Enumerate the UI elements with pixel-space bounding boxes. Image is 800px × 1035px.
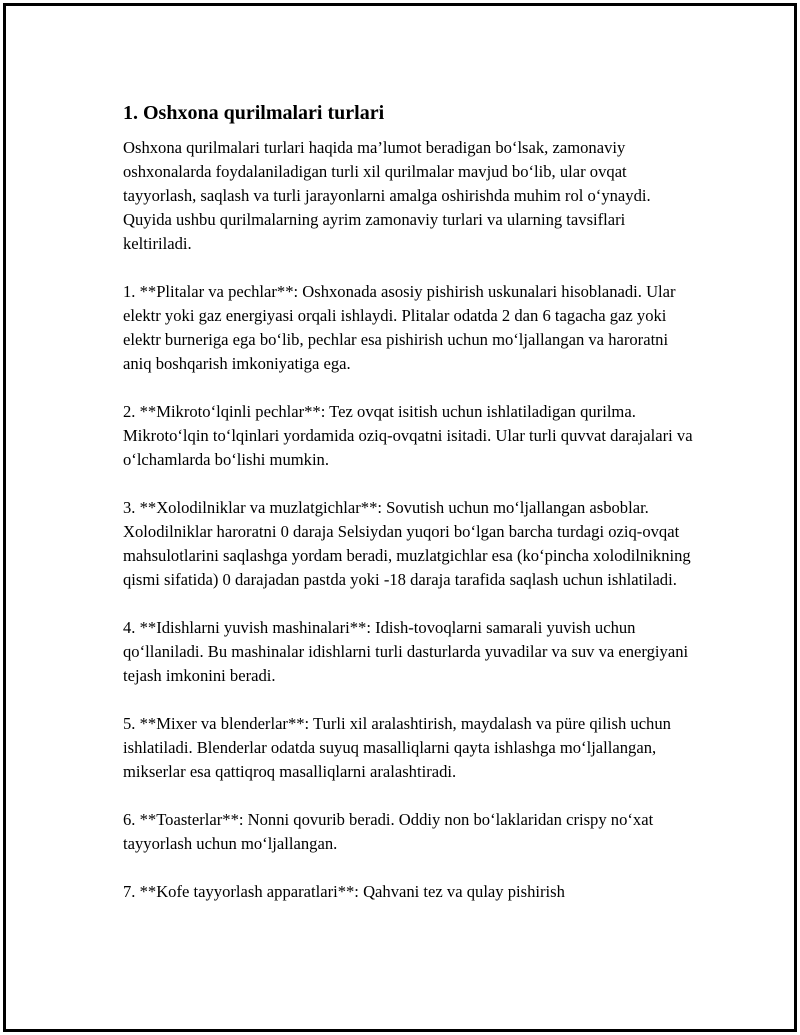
list-item-toasterlar: 6. **Toasterlar**: Nonni qovurib beradi. Oddiy non bo‘laklaridan crispy no‘xat tayyorlash uchun mo‘ljallangan.: [123, 810, 654, 853]
list-item-plitalar: 1. **Plitalar va pechlar**: Oshxonada asosiy pishirish uskunalari hisoblanadi. Ular elektr yoki gaz energiyasi orqali ishlaydi. Plitalar odatda 2 dan 6 tagacha gaz yoki elektr burneriga ega bo‘lib, pechlar esa pishirish uchun mo‘ljallangan va haroratni aniq boshqarish imkoniyatiga ega.: [123, 282, 676, 373]
section-heading: 1. Oshxona qurilmalari turlari: [123, 102, 385, 124]
list-item-idish-yuvish: 4. **Idishlarni yuvish mashinalari**: Idish-tovoqlarni samarali yuvish uchun qo‘llaniladi. Bu mashinalar idishlarni turli dasturlarda yuvadilar va suv va energiyani tejash imkonini beradi.: [123, 618, 689, 685]
page-frame: [3, 3, 797, 1032]
intro-paragraph: Oshxona qurilmalari turlari haqida ma’lumot beradigan bo‘lsak, zamonaviy oshxonalarda foydalaniladigan turli xil qurilmalar mavjud bo‘lib, ular ovqat tayyorlash, saqlash va turli jarayonlarni amalga oshirishda muhim rol o‘ynaydi. Quyida ushbu qurilmalarning ayrim zamonaviy turlari va ularning tavsiflari keltiriladi.: [123, 138, 651, 253]
list-item-mixer-blender: 5. **Mixer va blenderlar**: Turli xil aralashtirish, maydalash va püre qilish uchun ishlatiladi. Blenderlar odatda suyuq masalliqlarni qayta ishlashga mo‘ljallangan, mikserlar esa qattiqroq masalliqlarni aralashtiradi.: [123, 714, 671, 781]
document-body: [123, 100, 693, 928]
list-item-xolodilniklar: 3. **Xolodilniklar va muzlatgichlar**: Sovutish uchun mo‘ljallangan asboblar. Xolodilniklar haroratni 0 daraja Selsiydan yuqori bo‘lgan barcha turdagi oziq-ovqat mahsulotlarini saqlashga yordam beradi, muzlatgichlar esa (ko‘pincha xolodilnikning qismi sifatida) 0 darajadan pastda yoki -18 daraja tarafida saqlash uchun ishlatiladi.: [123, 498, 691, 589]
list-item-mikrotolqinli: 2. **Mikroto‘lqinli pechlar**: Tez ovqat isitish uchun ishlatiladigan qurilma. Mikroto‘lqin to‘lqinlari yordamida oziq-ovqatni isitadi. Ular turli quvvat darajalari va o‘lchamlarda bo‘lishi mumkin.: [123, 402, 693, 469]
list-item-kofe: 7. **Kofe tayyorlash apparatlari**: Qahvani tez va qulay pishirish: [123, 882, 565, 901]
